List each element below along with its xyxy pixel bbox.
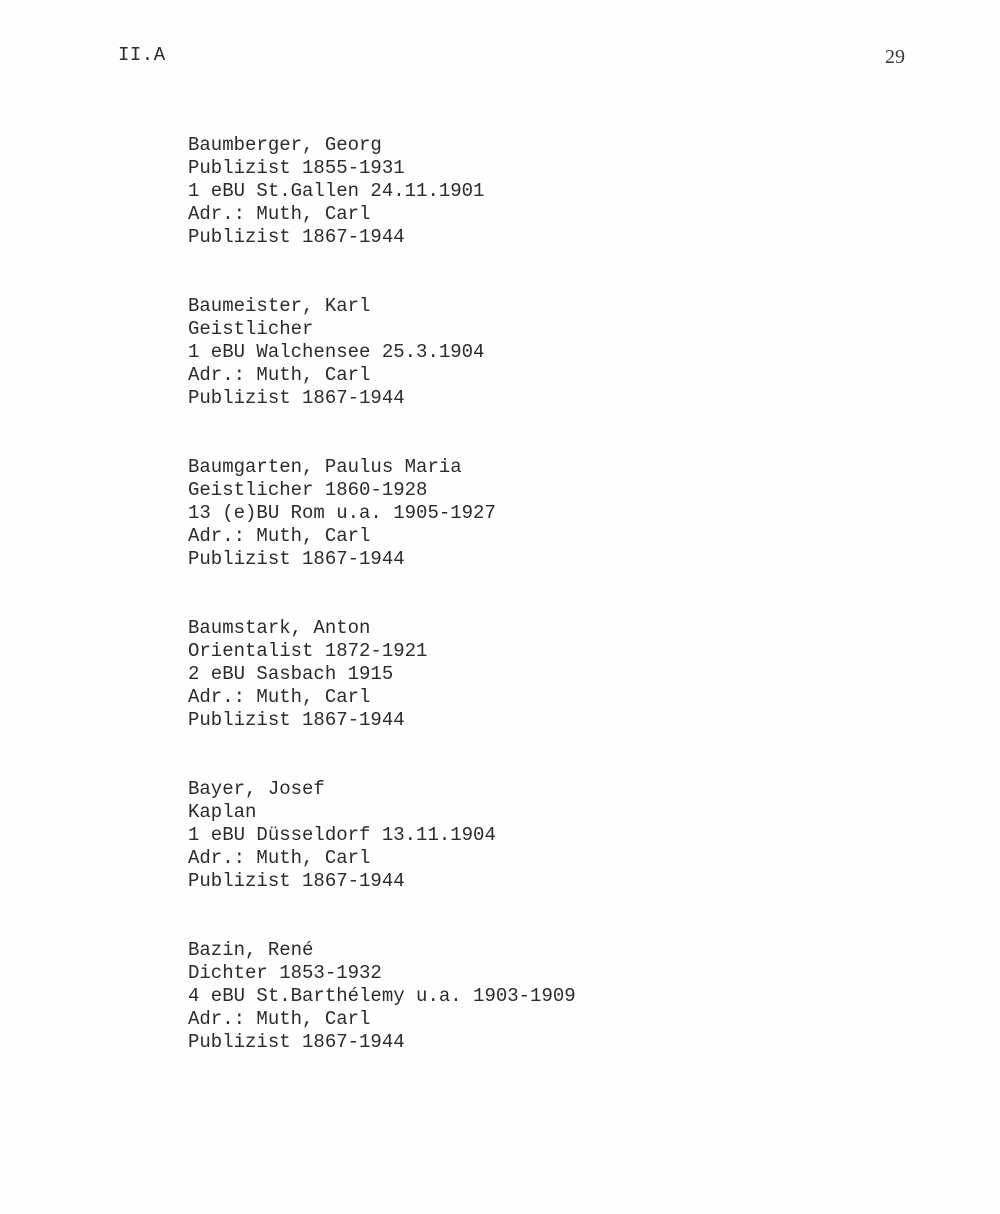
entry-profession: Publizist 1855-1931 bbox=[188, 157, 405, 179]
entry-letters: 2 eBU Sasbach 1915 bbox=[188, 663, 394, 685]
entry-letters: 13 (e)BU Rom u.a. 1905-1927 bbox=[188, 502, 496, 524]
entry-addressee-profession: Publizist 1867-1944 bbox=[188, 387, 405, 409]
entry-letters: 4 eBU St.Barthélemy u.a. 1903-1909 bbox=[188, 985, 576, 1007]
entry-baumgarten bbox=[188, 456, 888, 617]
entry-name: Bayer, Josef bbox=[188, 778, 325, 800]
entry-letters: 1 eBU Düsseldorf 13.11.1904 bbox=[188, 824, 496, 846]
page-number: 29 bbox=[885, 46, 905, 68]
entry-addressee-profession: Publizist 1867-1944 bbox=[188, 548, 405, 570]
entry-addressee: Adr.: Muth, Carl bbox=[188, 1008, 371, 1030]
entry-addressee: Adr.: Muth, Carl bbox=[188, 364, 371, 386]
entry-name: Bazin, René bbox=[188, 939, 314, 961]
entry-profession: Kaplan bbox=[188, 801, 257, 823]
entry-baumberger bbox=[188, 134, 888, 295]
entry-addressee: Adr.: Muth, Carl bbox=[188, 203, 371, 225]
entry-profession: Geistlicher bbox=[188, 318, 314, 340]
section-label: II.A bbox=[118, 44, 166, 66]
entry-baumeister bbox=[188, 295, 888, 456]
entry-name: Baumstark, Anton bbox=[188, 617, 371, 639]
entry-addressee: Adr.: Muth, Carl bbox=[188, 847, 371, 869]
entry-bayer bbox=[188, 778, 888, 939]
entry-addressee: Adr.: Muth, Carl bbox=[188, 525, 371, 547]
entry-addressee: Adr.: Muth, Carl bbox=[188, 686, 371, 708]
entry-addressee-profession: Publizist 1867-1944 bbox=[188, 709, 405, 731]
entry-addressee-profession: Publizist 1867-1944 bbox=[188, 1031, 405, 1053]
entry-letters: 1 eBU Walchensee 25.3.1904 bbox=[188, 341, 485, 363]
entry-addressee-profession: Publizist 1867-1944 bbox=[188, 226, 405, 248]
entry-name: Baumeister, Karl bbox=[188, 295, 371, 317]
entry-profession: Orientalist 1872-1921 bbox=[188, 640, 428, 662]
entry-profession: Dichter 1853-1932 bbox=[188, 962, 382, 984]
entry-letters: 1 eBU St.Gallen 24.11.1901 bbox=[188, 180, 485, 202]
entry-list bbox=[188, 134, 888, 1100]
entry-addressee-profession: Publizist 1867-1944 bbox=[188, 870, 405, 892]
entry-profession: Geistlicher 1860-1928 bbox=[188, 479, 428, 501]
entry-name: Baumberger, Georg bbox=[188, 134, 382, 156]
entry-bazin bbox=[188, 939, 888, 1100]
entry-name: Baumgarten, Paulus Maria bbox=[188, 456, 462, 478]
entry-baumstark bbox=[188, 617, 888, 778]
